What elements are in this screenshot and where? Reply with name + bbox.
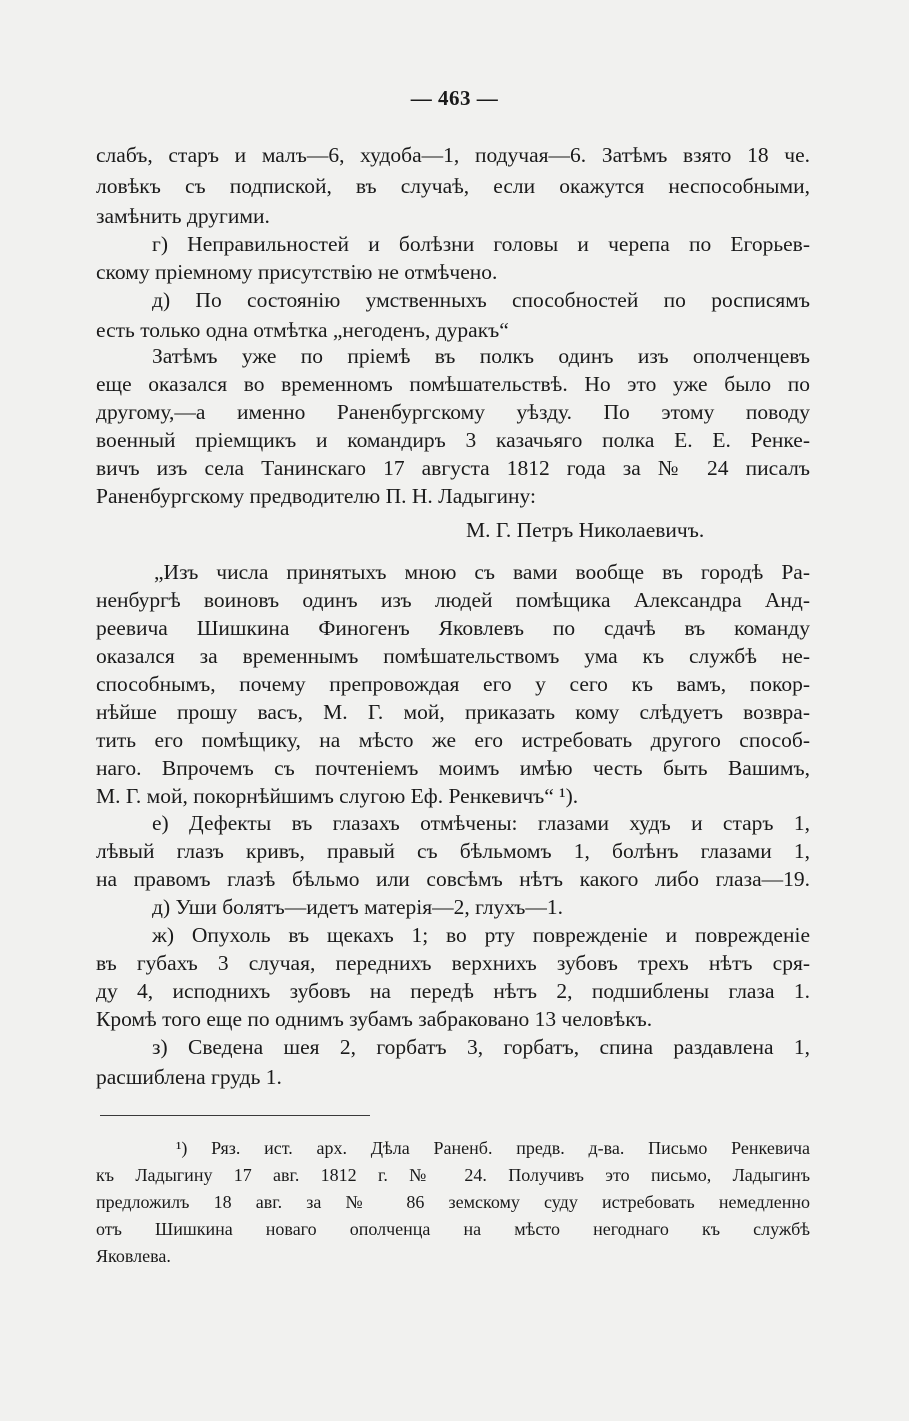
text-line: способнымъ, почему препровождая его у сего къ вамъ, покор- (96, 672, 810, 696)
text-line: Кромѣ того еще по однимъ зубамъ забраковано 13 человѣкъ. (96, 1007, 653, 1031)
footnote-line: къ Ладыгину 17 авг. 1812 г. № 24. Получивъ это письмо, Ладыгинъ (96, 1165, 810, 1185)
text-line: ловѣкъ съ подпиской, въ случаѣ, если окажутся неспособными, (96, 174, 810, 198)
footnote-line: отъ Шишкина новаго ополченца на мѣсто негоднаго къ службѣ (96, 1219, 810, 1239)
text-line: Затѣмъ уже по пріемѣ въ полкъ одинъ изъ ополченцевъ (152, 344, 810, 368)
footnote-line: предложилъ 18 авг. за № 86 земскому суду истребовать немедленно (96, 1192, 810, 1212)
text-line: „Изъ числа принятыхъ мною съ вами вообще въ городѣ Ра- (154, 560, 810, 584)
text-line: слабъ, старъ и малъ—6, худоба—1, подучая—6. Затѣмъ взято 18 че. (96, 143, 810, 167)
text-line: скому пріемному присутствію не отмѣчено. (96, 260, 498, 284)
text-line: Раненбургскому предводителю П. Н. Ладыгину: (96, 484, 536, 508)
text-line: расшиблена грудь 1. (96, 1065, 282, 1089)
text-line: на правомъ глазѣ бѣльмо или совсѣмъ нѣтъ какого либо глаза—19. (96, 867, 810, 891)
text-line: лѣвый глазъ кривъ, правый съ бѣльмомъ 1, болѣнъ глазами 1, (96, 839, 810, 863)
text-line: ду 4, исподнихъ зубовъ на передѣ нѣтъ 2, подшиблены глаза 1. (96, 979, 810, 1003)
text-line: замѣнить другими. (96, 204, 270, 228)
footnote-line: Яковлева. (96, 1246, 171, 1266)
text-line: есть только одна отмѣтка „негоденъ, дуракъ“ (96, 318, 509, 342)
text-line: другому,—а именно Раненбургскому уѣзду. По этому поводу (96, 400, 810, 424)
footnote-divider (100, 1115, 370, 1116)
text-line: ж) Опухоль въ щекахъ 1; во рту поврежденіе и поврежденіе (152, 923, 810, 947)
text-line: реевича Шишкина Финогенъ Яковлевъ по сдачѣ въ команду (96, 616, 810, 640)
text-line: наго. Впрочемъ съ почтеніемъ моимъ имѣю честь быть Вашимъ, (96, 756, 810, 780)
footnote-line: ¹) Ряз. ист. арх. Дѣла Раненб. предв. д-ва. Письмо Ренкевича (176, 1138, 810, 1158)
text-line: оказался за временнымъ помѣшательствомъ ума къ службѣ не- (96, 644, 810, 668)
text-line: нѣйше прошу васъ, М. Г. мой, приказать кому слѣдуетъ возвра- (96, 700, 810, 724)
text-line: военный пріемщикъ и командиръ 3 казачьяго полка Е. Е. Ренке- (96, 428, 810, 452)
text-line: въ губахъ 3 случая, переднихъ верхнихъ зубовъ трехъ нѣтъ сря- (96, 951, 810, 975)
text-line: з) Сведена шея 2, горбатъ 3, горбатъ, спина раздавлена 1, (152, 1035, 810, 1059)
text-line: вичъ изъ села Танинскаго 17 августа 1812 года за № 24 писалъ (96, 456, 810, 480)
text-line: е) Дефекты въ глазахъ отмѣчены: глазами худъ и старъ 1, (152, 811, 810, 835)
text-line: г) Неправильностей и болѣзни головы и черепа по Егорьев- (152, 232, 810, 256)
text-line: д) Уши болятъ—идетъ матерія—2, глухъ—1. (152, 895, 564, 919)
letter-salutation: М. Г. Петръ Николаевичъ. (466, 518, 705, 542)
text-line: еще оказался во временномъ помѣшательствѣ. Но это уже было по (96, 372, 810, 396)
text-line: тить его помѣщику, на мѣсто же его истребовать другого способ- (96, 728, 810, 752)
text-line: д) По состоянію умственныхъ способностей по росписямъ (152, 288, 810, 312)
page-number: — 463 — (410, 86, 499, 110)
text-line: М. Г. мой, покорнѣйшимъ слугою Еф. Ренкевичъ“ ¹). (96, 784, 579, 808)
text-line: ненбургѣ воиновъ одинъ изъ людей помѣщика Александра Анд- (96, 588, 810, 612)
